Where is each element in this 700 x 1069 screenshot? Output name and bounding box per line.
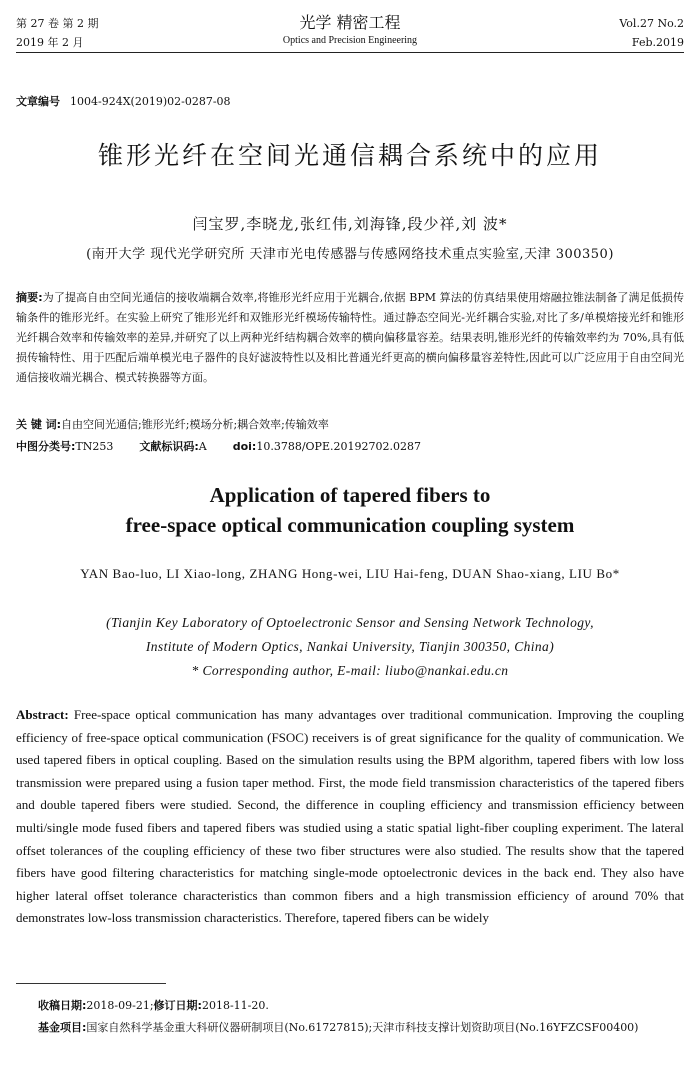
journal-name bbox=[16, 12, 684, 48]
article-number-value: 1004-924X(2019)02-0287-08 bbox=[70, 95, 231, 108]
article-number-label: 文章编号 bbox=[16, 95, 60, 108]
abstract-cn-text: 为了提高自由空间光通信的接收端耦合效率,将锥形光纤应用于光耦合,依据 BPM 算法的仿真结果使用熔融拉锥法制备了满足低损传输条件的锥形光纤。在实验上研究了锥形光纤和双锥形光纤模场传输特性。通过静态空间光-光纤耦合实验,对比了多/单模熔接光纤和锥形光纤耦合效率和传输效率的差异,并研究了以上两种光纤结构耦合效率的横向偏移量容差。结果表明,锥形光纤的传输效率约为 70%,具有低损传输特性、用于匹配后端单模光电子器件的良好滤波特性以及相比普通光纤更高的横向偏移量容差特性,因此可以广泛应用于自由空间光通信接收端光耦合、模式转换器等方面。 bbox=[16, 291, 685, 384]
received-value: 2018-09-21; bbox=[86, 999, 154, 1012]
affiliation-cn: (南开大学 现代光学研究所 天津市光电传感器与传感网络技术重点实验室,天津 300350) bbox=[86, 247, 614, 262]
revised-value: 2018-11-20. bbox=[201, 999, 269, 1012]
authors-cn: 闫宝罗,李晓龙,张红伟,刘海锋,段少祥,刘 波* bbox=[192, 215, 508, 233]
header-vol-no: Vol.27 No.2 bbox=[619, 17, 684, 30]
authors-en: YAN Bao-luo, LI Xiao-long, ZHANG Hong-wei, LIU Hai-feng, DUAN Shao-xiang, LIU Bo* bbox=[80, 566, 620, 581]
fund-text: 国家自然科学基金重大科研仪器研制项目(No.61727815);天津市科技支撑计划资助项目(No.16YFZCSF00400) bbox=[86, 1021, 639, 1034]
doc-code-label: 文献标识码: bbox=[139, 440, 199, 453]
corresponding-author: * Corresponding author, E-mail: liubo@nankai.edu.cn bbox=[191, 663, 509, 678]
doi-label: doi: bbox=[232, 440, 257, 453]
clc-label: 中图分类号: bbox=[16, 440, 76, 453]
abstract-en-label: Abstract: bbox=[16, 707, 69, 722]
abstract-en bbox=[16, 704, 684, 930]
header-volume-info-en bbox=[619, 14, 684, 52]
affiliation-en-line1: (Tianjin Key Laboratory of Optoelectronic Sensor and Sensing Network Technology, bbox=[106, 615, 594, 630]
clc-value: TN253 bbox=[75, 440, 114, 453]
keywords-cn bbox=[16, 415, 684, 435]
abstract-en-text: Free-space optical communication has many advantages over traditional communication. Improving the coupling efficiency of free-space optical communication (FSOC) receivers is of great significance for the quality of communication. We used tapered fibers in optical coupling. Based on the simulation results using the BPM algorithm, tapered fibers with low loss transmission were prepared using a fusion taper method. First, the mode field transmission characteristics of the tapered fibers and double tapered fibers were studied. Second, the difference in coupling efficiency and transmission efficiency between multi/single mode fused fibers and tapered fibers was studied using a static spatial light-fiber coupling experiment. The lateral offset tolerances of the coupling efficiency of these two fiber structures were also studied. The results show that the tapered fibers have good filtering characteristics for matching single-mode optoelectronic devices in the back end. They also have higher lateral offset tolerance characteristics than common fibers and a high transmission efficiency of around 70% that demonstrates low-loss transmission characteristics. Therefore, tapered fibers can be widely bbox=[16, 707, 684, 926]
journal-name-cn: 光学 精密工程 bbox=[299, 13, 401, 32]
journal-name-en: Optics and Precision Engineering bbox=[282, 35, 418, 46]
footnote-funding bbox=[38, 1018, 684, 1037]
header-date-en: Feb.2019 bbox=[631, 36, 684, 49]
received-label: 收稿日期: bbox=[38, 999, 87, 1012]
footnote-divider bbox=[16, 983, 166, 984]
running-header bbox=[16, 12, 684, 53]
header-date-cn: 2019 年 2 月 bbox=[16, 36, 84, 49]
title-en-line1: Application of tapered fibers to bbox=[209, 483, 491, 507]
revised-label: 修订日期: bbox=[153, 999, 202, 1012]
keywords-text: 自由空间光通信;锥形光纤;模场分析;耦合效率;传输效率 bbox=[61, 418, 329, 431]
doc-code-value: A bbox=[198, 440, 207, 453]
fund-label: 基金项目: bbox=[38, 1021, 87, 1034]
title-en bbox=[0, 480, 700, 540]
classification-line bbox=[16, 437, 684, 457]
keywords-label: 关 键 词: bbox=[16, 418, 62, 431]
affiliation-en-line2: Institute of Modern Optics, Nankai University, Tianjin 300350, China) bbox=[145, 639, 555, 654]
abstract-cn bbox=[16, 288, 684, 388]
title-cn: 锥形光纤在空间光通信耦合系统中的应用 bbox=[97, 141, 602, 170]
doi-value: 10.3788/OPE.20192702.0287 bbox=[256, 440, 421, 453]
abstract-cn-label: 摘要: bbox=[16, 291, 43, 304]
header-volume-issue: 第 27 卷 第 2 期 bbox=[16, 17, 99, 30]
title-en-line2: free-space optical communication coupling system bbox=[125, 513, 575, 537]
affiliation-en bbox=[0, 611, 700, 683]
footnote-dates bbox=[38, 996, 684, 1015]
article-number bbox=[16, 93, 231, 109]
